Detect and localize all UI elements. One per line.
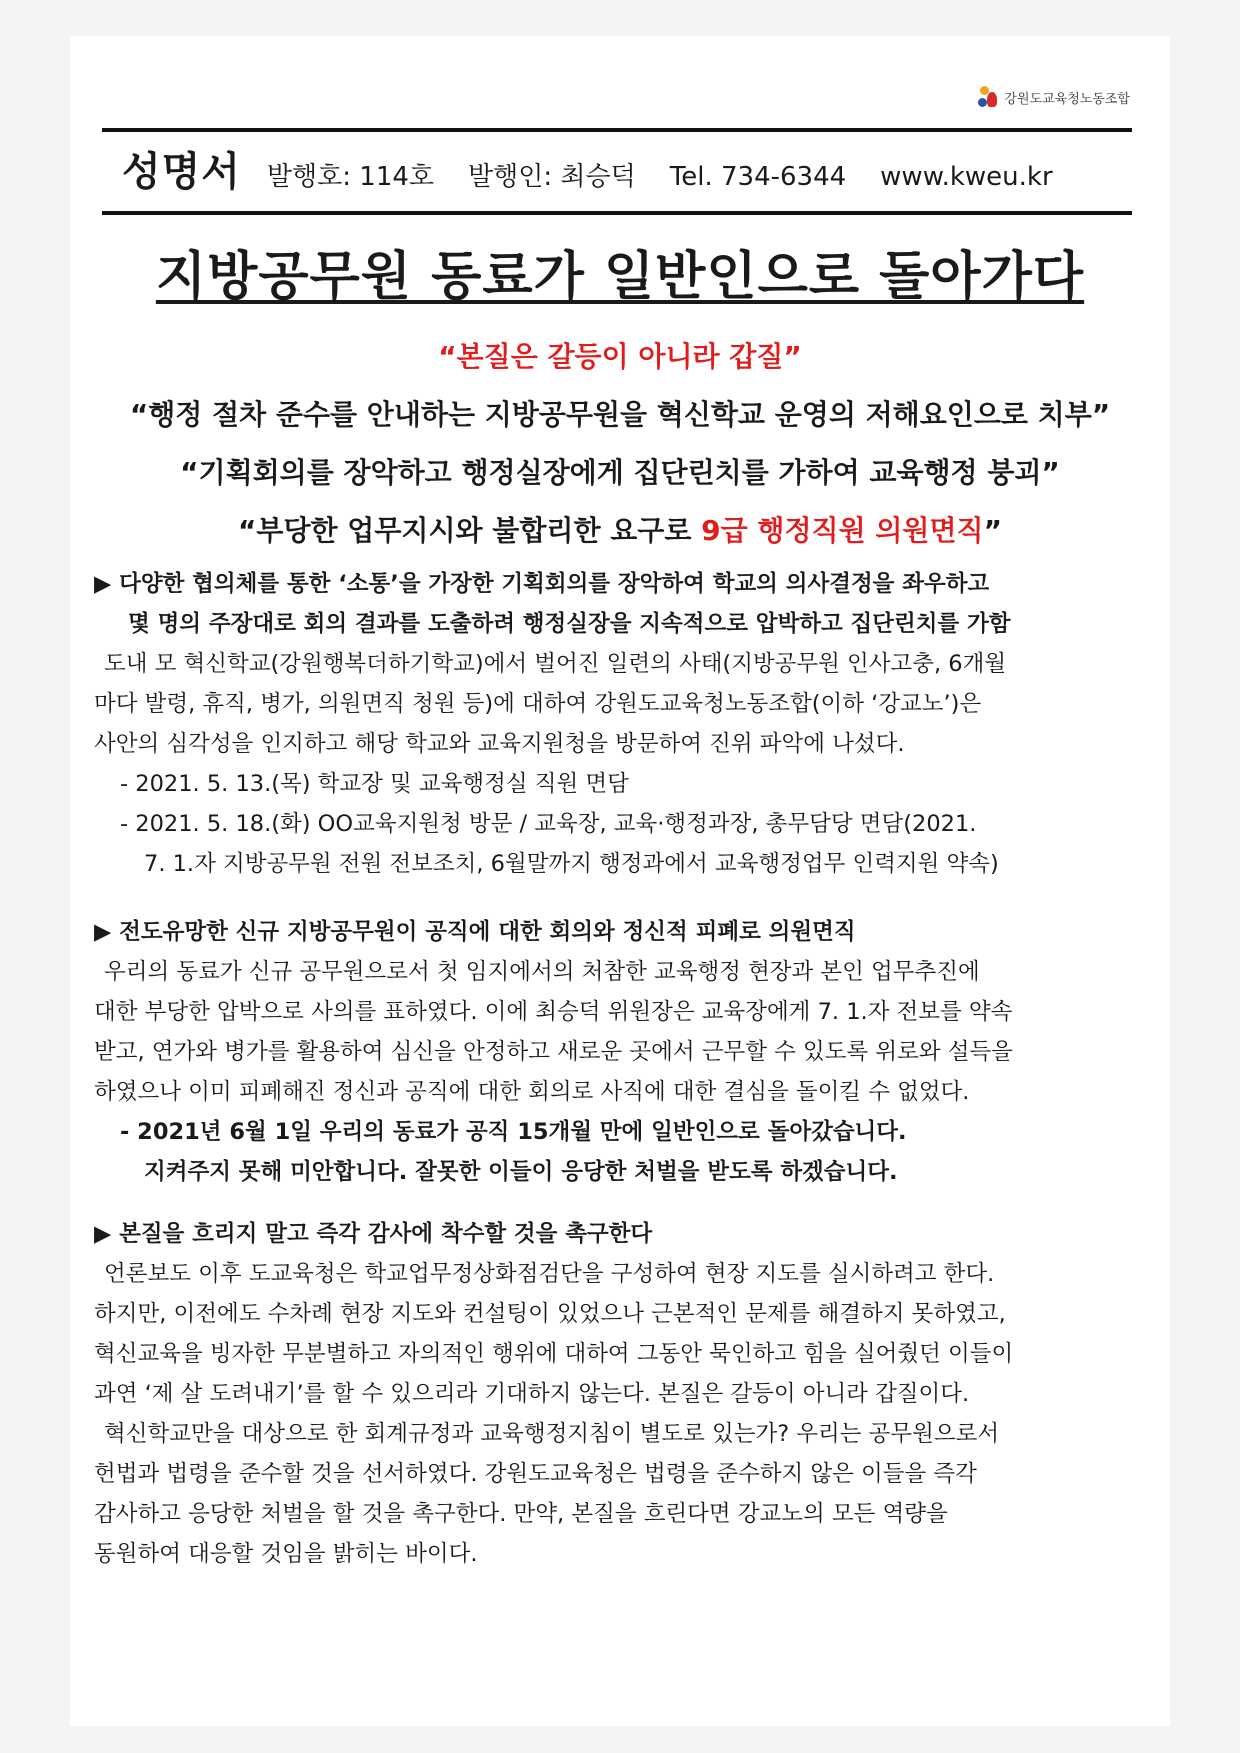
bullet-item-cont: 지켜주지 못해 미안합니다. 잘못한 이들이 응당한 처벌을 받도록 하겠습니다. xyxy=(144,1159,898,1185)
quote-1: “본질은 갈등이 아니라 갑질” xyxy=(438,340,802,373)
paragraph-line: 언론보도 이후 도교육청은 학교업무정상화점검단을 구성하여 현장 지도를 실시하려고 한다. xyxy=(104,1261,995,1287)
statement-body xyxy=(94,564,1154,1574)
website: www.kweu.kr xyxy=(880,162,1053,192)
bottom-rule xyxy=(102,211,1132,215)
section-heading-cont: 몇 명의 주장대로 회의 결과를 도출하려 행정실장을 지속적으로 압박하고 집단린치를 가함 xyxy=(128,611,1011,637)
union-logo xyxy=(978,86,1130,108)
document-type: 성명서 xyxy=(122,149,241,195)
issue-number: 발행호: 114호 xyxy=(266,162,435,192)
quote-3: “기획회의를 장악하고 행정실장에게 집단린치를 가하여 교육행정 붕괴” xyxy=(180,456,1060,489)
paragraph-line: 마다 발령, 휴직, 병가, 의원면직 청원 등)에 대하여 강원도교육청노동조합(이하 ‘강교노’)은 xyxy=(94,691,982,717)
paragraph-line: 혁신교육을 빙자한 무분별하고 자의적인 행위에 대하여 그동안 묵인하고 힘을 실어줬던 이들이 xyxy=(94,1341,1014,1367)
document-page xyxy=(70,36,1170,1726)
paragraph-line: 동원하여 대응할 것임을 밝히는 바이다. xyxy=(94,1541,478,1567)
paragraph-line: 헌법과 법령을 준수할 것을 선서하였다. 강원도교육청은 법령을 준수하지 않은 이들을 즉각 xyxy=(94,1461,977,1487)
publisher: 발행인: 최승덕 xyxy=(468,162,636,192)
section-heading: ▶ 다양한 협의체를 통한 ‘소통’을 가장한 기획회의를 장악하여 학교의 의사결정을 좌우하고 xyxy=(94,571,990,597)
paragraph-line: 하지만, 이전에도 수차례 현장 지도와 컨설팅이 있었으나 근본적인 문제를 해결하지 못하였고, xyxy=(94,1301,1006,1327)
paragraph-line: 대한 부당한 압박으로 사의를 표하였다. 이에 최승덕 위원장은 교육장에게 7. 1.자 전보를 약속 xyxy=(94,999,1013,1025)
top-rule xyxy=(102,128,1132,132)
section-heading: ▶ 본질을 흐리지 말고 즉각 감사에 착수할 것을 촉구한다 xyxy=(94,1221,653,1247)
bullet-item: - 2021. 5. 13.(목) 학교장 및 교육행정실 직원 면담 xyxy=(120,771,629,797)
telephone: Tel. 734-6344 xyxy=(669,162,847,192)
section-2 xyxy=(94,912,1154,1192)
paragraph-line: 받고, 연가와 병가를 활용하여 심신을 안정하고 새로운 곳에서 근무할 수 있도록 위로와 설득을 xyxy=(94,1039,1013,1065)
paragraph-line: 사안의 심각성을 인지하고 해당 학교와 교육지원청을 방문하여 진위 파악에 나섰다. xyxy=(94,731,905,757)
paragraph-line: 도내 모 혁신학교(강원행복더하기학교)에서 벌어진 일련의 사태(지방공무원 인사고충, 6개월 xyxy=(104,651,1007,677)
union-logo-text: 강원도교육청노동조합 xyxy=(1004,91,1130,107)
bullet-item: - 2021. 5. 18.(화) OO교육지원청 방문 / 교육장, 교육·행정과장, 총무담당 면담(2021. xyxy=(120,811,977,837)
quote-block xyxy=(70,328,1170,560)
paragraph-line: 과연 ‘제 살 도려내기’를 할 수 있으리라 기대하지 않는다. 본질은 갈등이 아니라 갑질이다. xyxy=(94,1381,970,1407)
bullet-item: - 2021년 6월 1일 우리의 동료가 공직 15개월 만에 일반인으로 돌아갔습니다. xyxy=(120,1119,907,1145)
quote-2: “행정 절차 준수를 안내하는 지방공무원을 혁신학교 운영의 저해요인으로 치부” xyxy=(129,398,1111,431)
paragraph-line: 혁신학교만을 대상으로 한 회계규정과 교육행정지침이 별도로 있는가? 우리는 공무원으로서 xyxy=(104,1421,1000,1447)
paragraph-line: 감사하고 응당한 처벌을 할 것을 촉구한다. 만약, 본질을 흐린다면 강교노의 모든 역량을 xyxy=(94,1501,948,1527)
section-heading: ▶ 전도유망한 신규 지방공무원이 공직에 대한 회의와 정신적 피폐로 의원면직 xyxy=(94,919,856,945)
bullet-item-cont: 7. 1.자 지방공무원 전원 전보조치, 6월말까지 행정과에서 교육행정업무 인력지원 약속) xyxy=(144,851,999,877)
quote-4: “부당한 업무지시와 불합리한 요구로 9급 행정직원 의원면직” xyxy=(238,514,1002,547)
masthead xyxy=(122,140,1132,204)
section-3 xyxy=(94,1214,1154,1574)
union-logo-icon xyxy=(978,86,1000,108)
paragraph-line: 우리의 동료가 신규 공무원으로서 첫 임지에서의 처참한 교육행정 현장과 본인 업무추진에 xyxy=(104,959,980,985)
page-title: 지방공무원 동료가 일반인으로 돌아가다 xyxy=(155,247,1085,307)
paragraph-line: 하였으나 이미 피폐해진 정신과 공직에 대한 회의로 사직에 대한 결심을 돌이킬 수 없었다. xyxy=(94,1079,970,1105)
section-1 xyxy=(94,564,1154,884)
